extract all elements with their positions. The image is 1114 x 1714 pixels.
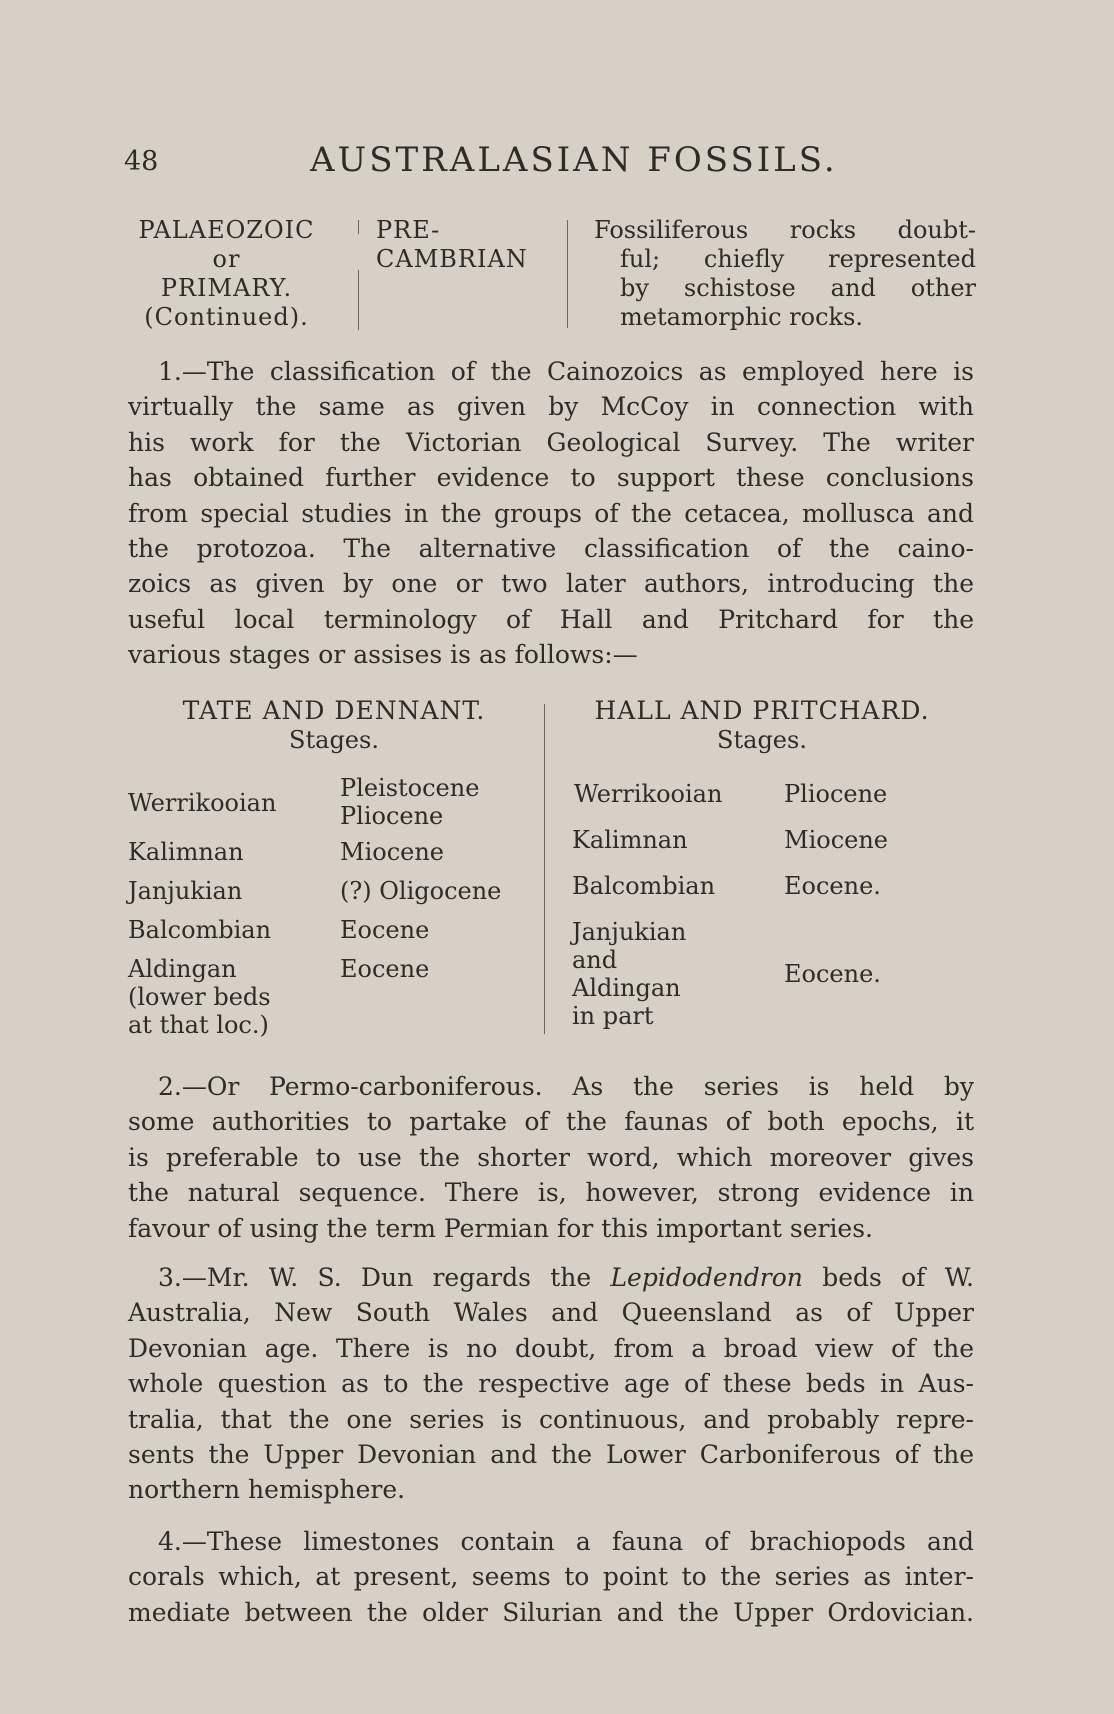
stage-age: Eocene. xyxy=(784,872,881,900)
stage-name: Werrikooian xyxy=(128,789,277,817)
era-col-palaeozoic xyxy=(124,216,329,332)
column-rule xyxy=(567,220,568,328)
footnote-1 xyxy=(128,354,974,673)
text-line: various stages or assises is as follows:— xyxy=(128,640,638,670)
era-col-precambrian xyxy=(376,216,546,274)
stage-age: Pleistocene Pliocene xyxy=(340,774,480,830)
stage-age: Eocene. xyxy=(784,960,881,988)
text-run: 3.—Mr. W. S. Dun regards the xyxy=(158,1263,611,1292)
era-label: PALAEOZOIC xyxy=(138,216,315,244)
era-label: PRIMARY. xyxy=(160,274,293,302)
stage-age: Miocene xyxy=(784,826,889,854)
text-line: the natural sequence. There is, however, strong evidence in xyxy=(128,1178,974,1208)
text-line: 2.—Or Permo-carboniferous. As the series is held by xyxy=(158,1072,974,1101)
stage-name: Werrikooian xyxy=(574,780,723,808)
text-line: has obtained further evidence to support these conclusions xyxy=(128,463,974,493)
text-line: favour of using the term Permian for this important series. xyxy=(128,1213,874,1243)
text-line: sents the Upper Devonian and the Lower Carboniferous of the xyxy=(128,1440,974,1470)
stage-age: Eocene xyxy=(340,955,430,983)
left-table-subtitle: Stages. xyxy=(289,726,379,754)
era-description-line: Fossiliferous rocks doubt- xyxy=(594,216,976,244)
right-table-title: HALL AND PRITCHARD. xyxy=(594,696,930,725)
text-line: virtually the same as given by McCoy in connection with xyxy=(128,392,974,422)
era-table xyxy=(124,216,976,336)
text-line: the protozoa. The alternative classification of the caino- xyxy=(128,534,974,564)
era-description-line: metamorphic rocks. xyxy=(620,303,864,331)
era-description-line: ful; chiefly represented xyxy=(620,245,976,273)
footnote-4 xyxy=(128,1524,974,1630)
table-divider xyxy=(544,704,545,1034)
stage-name: Aldingan (lower beds at that loc.) xyxy=(128,955,271,1039)
stage-age: (?) Oligocene xyxy=(340,877,502,905)
text-line: corals which, at present, seems to point to the series as inter- xyxy=(128,1562,974,1592)
column-rule xyxy=(358,270,359,330)
era-col-description xyxy=(594,216,976,332)
text-line xyxy=(128,1260,974,1295)
stage-name: Balcombian xyxy=(128,916,272,944)
text-line: mediate between the older Silurian and the Upper Ordovician. xyxy=(128,1597,974,1627)
text-line: Australia, New South Wales and Queensland as of Upper xyxy=(128,1298,974,1328)
era-label: CAMBRIAN xyxy=(376,245,528,273)
running-title: AUSTRALASIAN FOSSILS. xyxy=(310,140,838,180)
text-line: zoics as given by one or two later authors, introducing the xyxy=(128,569,974,599)
text-line: is preferable to use the shorter word, which moreover gives xyxy=(128,1142,974,1172)
stage-name: Kalimnan xyxy=(128,838,244,866)
stage-name: Balcombian xyxy=(572,872,716,900)
text-line: his work for the Victorian Geological Survey. The writer xyxy=(128,427,974,457)
stage-age: Pliocene xyxy=(784,780,888,808)
genus-name: Lepidodendron xyxy=(610,1263,803,1292)
era-description-line: by schistose and other xyxy=(620,274,976,302)
text-line: whole question as to the respective age of these beds in Aus- xyxy=(128,1369,974,1399)
era-label: (Continued). xyxy=(144,303,309,331)
text-run: beds of W. xyxy=(802,1263,974,1292)
text-line: 1.—The classification of the Cainozoics as employed here is xyxy=(158,357,974,386)
era-label: PRE- xyxy=(376,216,441,244)
text-line: from special studies in the groups of the cetacea, mollusca and xyxy=(128,498,974,528)
text-line: northern hemisphere. xyxy=(128,1475,406,1505)
right-table-subtitle: Stages. xyxy=(717,726,807,754)
page-header xyxy=(124,140,974,190)
stage-age: Miocene xyxy=(340,838,445,866)
column-rule xyxy=(358,220,359,234)
text-line: 4.—These limestones contain a fauna of brachiopods and xyxy=(158,1527,974,1556)
text-line: tralia, that the one series is continuous, and probably repre- xyxy=(128,1404,974,1434)
text-line: some authorities to partake of the faunas of both epochs, it xyxy=(128,1107,974,1137)
stage-name: Janjukian xyxy=(128,877,243,905)
text-line: Devonian age. There is no doubt, from a broad view of the xyxy=(128,1333,974,1363)
page-number: 48 xyxy=(124,146,159,177)
text-line: useful local terminology of Hall and Pritchard for the xyxy=(128,604,974,634)
stages-table xyxy=(124,696,976,1041)
footnote-3 xyxy=(128,1260,974,1508)
stage-age: Eocene xyxy=(340,916,430,944)
footnote-2 xyxy=(128,1069,974,1246)
era-label: or xyxy=(212,245,241,273)
stage-name: Kalimnan xyxy=(572,826,688,854)
stage-name: Janjukian and Aldingan in part xyxy=(572,918,687,1030)
left-table-title: TATE AND DENNANT. xyxy=(182,696,486,725)
